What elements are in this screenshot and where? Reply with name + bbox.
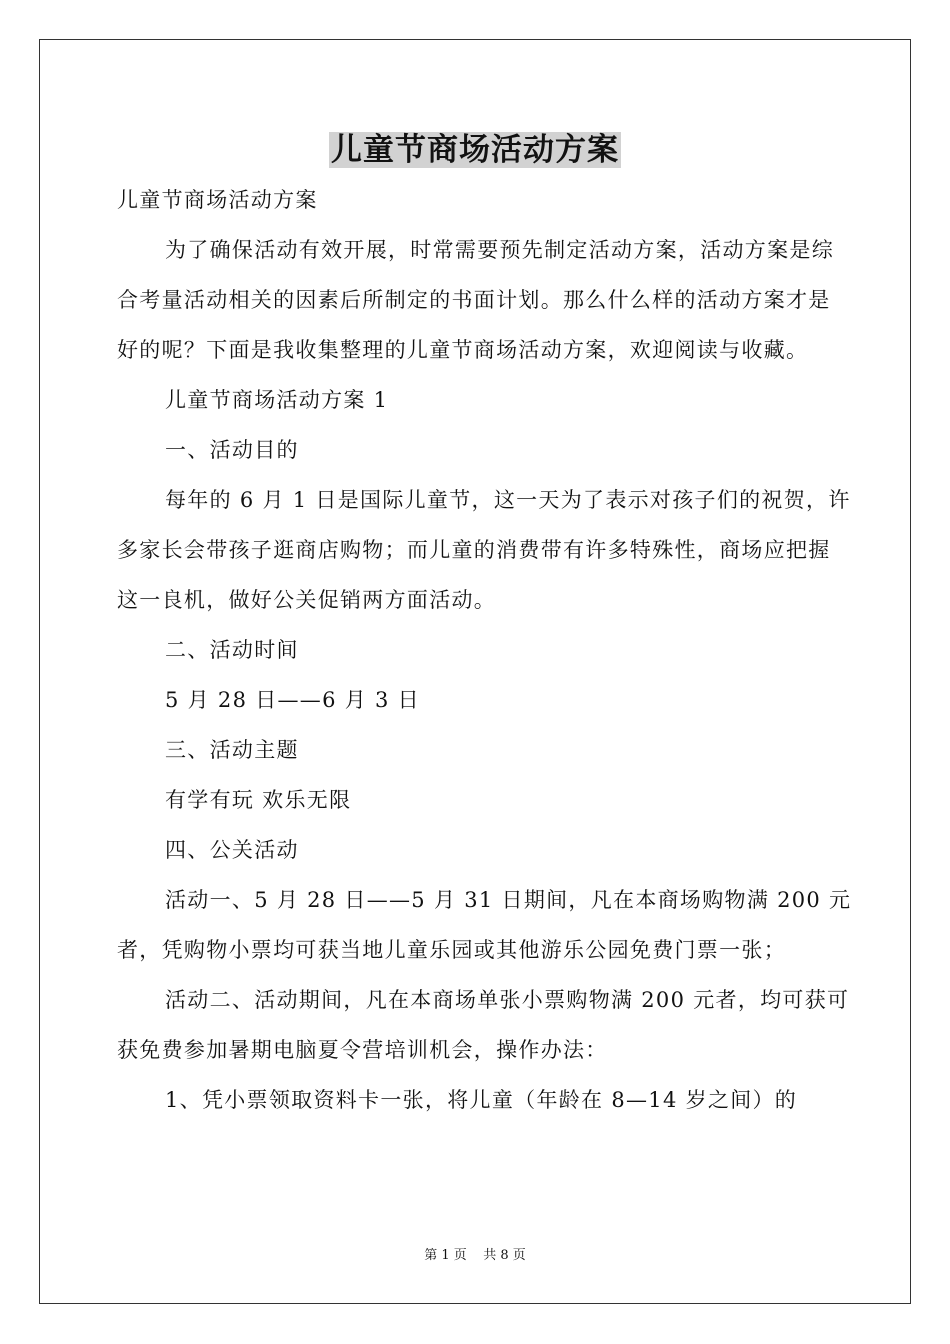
paragraph: 有学有玩 欢乐无限 — [165, 788, 352, 812]
paragraph: 活动二、活动期间，凡在本商场单张小票购物满 200 元者，均可获可获免费参加暑期电脑夏令营培训机会，操作办法： — [117, 988, 850, 1062]
section-heading: 一、活动目的 — [165, 438, 299, 462]
page-number: 第 1 页 共 8 页 — [424, 1248, 526, 1263]
paragraph: 1、凭小票领取资料卡一张，将儿童（年龄在 8—14 岁之间）的 — [165, 1088, 798, 1112]
paragraph: 儿童节商场活动方案 — [117, 188, 318, 212]
document-title-text: 儿童节商场活动方案 — [331, 132, 619, 168]
page-footer — [0, 1246, 950, 1266]
paragraph: 儿童节商场活动方案 1 — [165, 388, 389, 412]
paragraph: 为了确保活动有效开展，时常需要预先制定活动方案，活动方案是综合考量活动相关的因素后所制定的书面计划。那么什么样的活动方案才是好的呢？下面是我收集整理的儿童节商场活动方案，欢迎阅读与收藏。 — [117, 238, 834, 362]
paragraph: 活动一、5 月 28 日——5 月 31 日期间，凡在本商场购物满 200 元者，凭购物小票均可获当地儿童乐园或其他游乐公园免费门票一张； — [117, 888, 852, 962]
paragraph: 5 月 28 日——6 月 3 日 — [165, 688, 420, 712]
document-body — [117, 175, 852, 1125]
section-heading: 三、活动主题 — [165, 738, 299, 762]
section-heading: 四、公关活动 — [165, 838, 299, 862]
section-heading: 二、活动时间 — [165, 638, 299, 662]
document-title — [0, 128, 950, 172]
paragraph: 每年的 6 月 1 日是国际儿童节，这一天为了表示对孩子们的祝贺，许多家长会带孩子逛商店购物；而儿童的消费带有许多特殊性，商场应把握这一良机，做好公关促销两方面活动。 — [117, 488, 851, 612]
